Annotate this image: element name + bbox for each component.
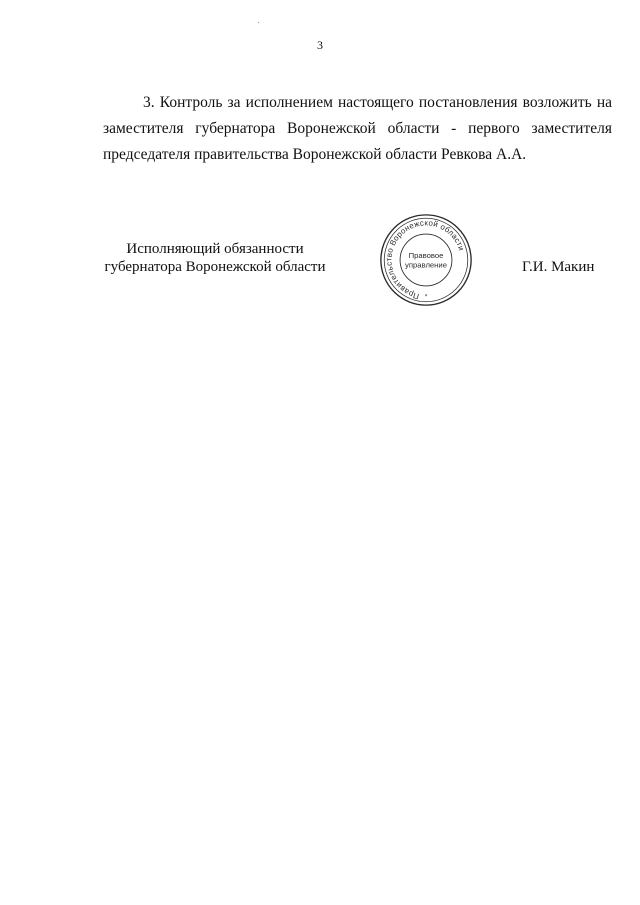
scan-speck [258, 22, 259, 23]
signer-title [95, 240, 335, 276]
page-number: 3 [317, 38, 323, 52]
stamp-inner-line1: Правовое [408, 251, 444, 261]
stamp-inner-line2: управление [405, 260, 447, 270]
signer-title-line2: губернатора Воронежской области [104, 259, 326, 275]
stamp-outer-text: Правительство Воронежской области [384, 218, 467, 301]
stamp-star: * [424, 293, 428, 301]
official-stamp [378, 212, 474, 308]
signer-title-line1: Исполняющий обязанности [126, 241, 304, 257]
signer-name: Г.И. Макин [522, 259, 595, 275]
resolution-paragraph: 3. Контроль за исполнением настоящего постановления возложить на заместителя губернатора Воронежской области - первого заместителя председателя правительства Воронежской области Ревкова А.А. [103, 94, 612, 163]
